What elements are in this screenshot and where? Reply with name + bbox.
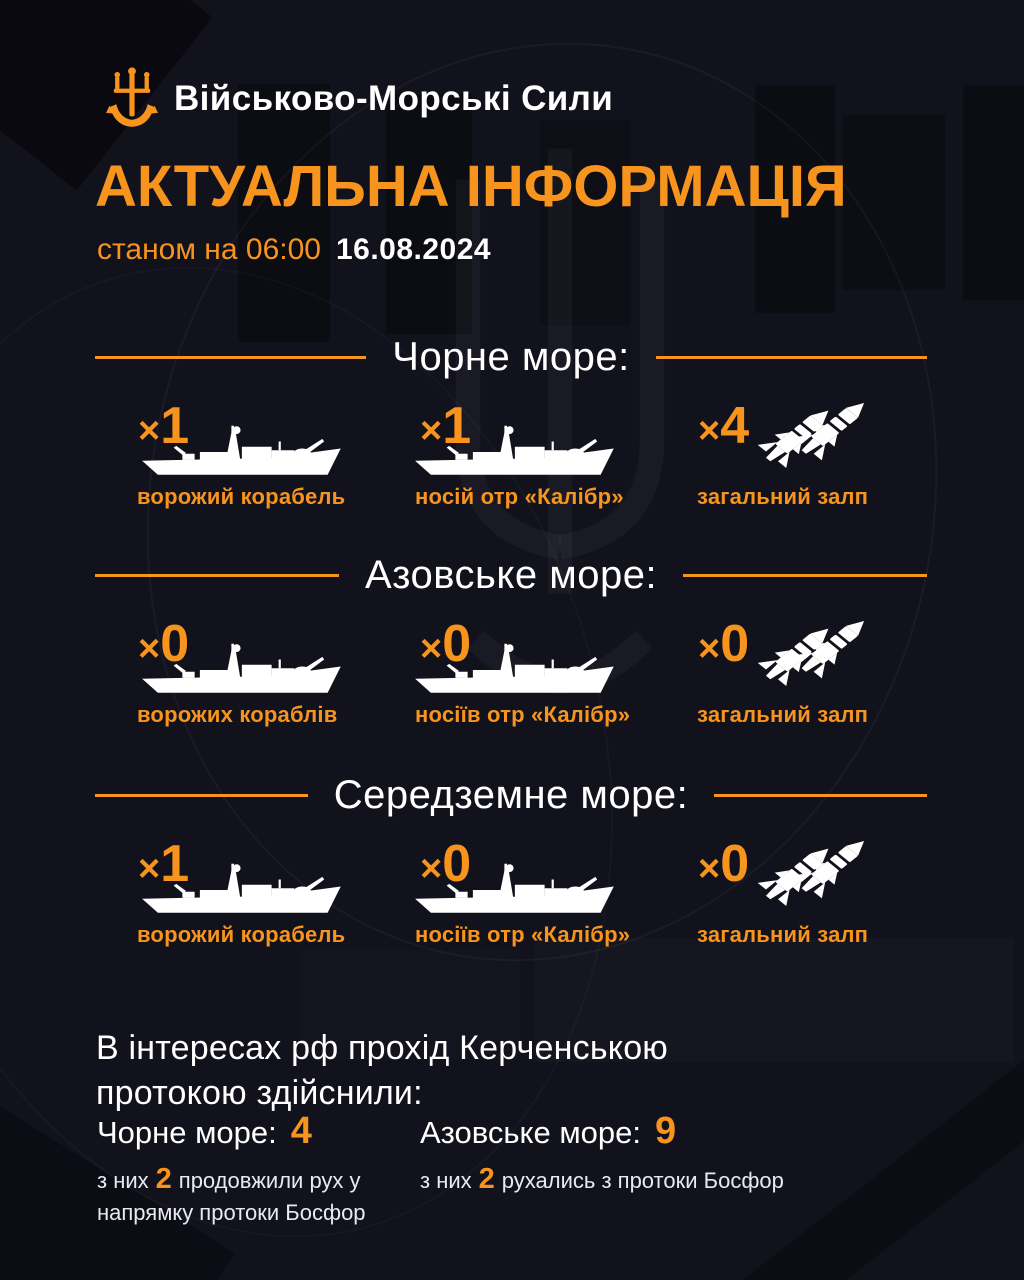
stat-cell-enemy-ships xyxy=(135,834,435,982)
missiles-icon xyxy=(750,834,874,912)
stat-label: ворожий корабель xyxy=(137,484,346,509)
stat-note xyxy=(420,1161,890,1199)
stat-cell-enemy-ships xyxy=(135,614,435,762)
stat-label: ворожих кораблів xyxy=(137,702,338,727)
section-black-sea xyxy=(0,330,1024,548)
stat-cell-total-salvo xyxy=(695,834,940,982)
note-prefix: з них xyxy=(97,1168,149,1193)
bg-shape xyxy=(963,85,1024,300)
times-sign: × xyxy=(420,848,443,890)
warship-icon xyxy=(140,424,342,480)
section-title: Середземне море: xyxy=(333,772,689,817)
note-suffix: рухались з протоки Босфор xyxy=(501,1168,784,1193)
stat-label: носіїв отр «Калібр» xyxy=(415,922,631,947)
kerch-strait-heading: В інтересах рф прохід Керченською протокою здійснили: xyxy=(96,1029,668,1112)
warship-icon xyxy=(413,424,615,480)
warship-icon xyxy=(140,642,342,698)
stat-line xyxy=(97,1112,392,1151)
page-title: АКТУАЛЬНА ІНФОРМАЦІЯ xyxy=(95,154,847,219)
missiles-icon xyxy=(750,614,874,692)
stat-cell-total-salvo xyxy=(695,396,940,544)
stat-label: носій отр «Калібр» xyxy=(415,484,624,509)
count-number: 1 xyxy=(160,397,189,455)
note-suffix: продовжили рух у напрямку протоки Босфор xyxy=(97,1168,366,1225)
stat-label: загальний залп xyxy=(697,922,869,947)
warship-icon xyxy=(413,862,615,918)
stat-cell-enemy-ships xyxy=(135,396,435,544)
report-subtitle xyxy=(97,233,491,267)
section-header xyxy=(0,548,1024,602)
brand-name: Військово-Морські Сили xyxy=(174,79,614,118)
times-sign: × xyxy=(138,628,161,670)
count-value xyxy=(698,835,749,893)
stat-cell-kalibr-carriers xyxy=(413,614,713,762)
count-value xyxy=(698,615,749,673)
times-sign: × xyxy=(420,628,443,670)
sea-name: Азовське море: xyxy=(420,1115,641,1150)
section-rule-left xyxy=(95,794,308,797)
note-value: 2 xyxy=(478,1163,495,1195)
note-value: 2 xyxy=(155,1163,172,1195)
stat-cell-kalibr-carriers xyxy=(413,396,713,544)
count-number: 0 xyxy=(720,835,749,893)
stat-label: ворожий корабель xyxy=(137,922,346,947)
section-rule-right xyxy=(656,356,927,359)
section-rule-left xyxy=(95,356,366,359)
section-azov-sea xyxy=(0,548,1024,766)
times-sign: × xyxy=(420,410,443,452)
stat-cell-kalibr-carriers xyxy=(413,834,713,982)
section-header xyxy=(0,768,1024,822)
section-cells xyxy=(0,614,1024,762)
note-prefix: з них xyxy=(420,1168,472,1193)
section-cells xyxy=(0,396,1024,544)
stat-label: загальний залп xyxy=(697,484,869,509)
stat-line xyxy=(420,1112,890,1151)
count-number: 0 xyxy=(720,615,749,673)
section-title: Чорне море: xyxy=(392,334,630,379)
missiles-icon xyxy=(750,396,874,474)
warship-icon xyxy=(140,862,342,918)
kerch-stat-azov-sea xyxy=(420,1112,890,1199)
count-number: 1 xyxy=(160,835,189,893)
count-value xyxy=(698,397,749,455)
section-rule-right xyxy=(683,574,927,577)
stat-value: 4 xyxy=(290,1110,312,1152)
section-rule-right xyxy=(714,794,927,797)
stat-cell-total-salvo xyxy=(695,614,940,762)
brand-header xyxy=(106,66,613,132)
kerch-stat-black-sea xyxy=(97,1112,392,1227)
stat-value: 9 xyxy=(654,1110,677,1152)
section-cells xyxy=(0,834,1024,982)
times-sign: × xyxy=(698,848,721,890)
report-date: 16.08.2024 xyxy=(335,233,492,266)
stat-note xyxy=(97,1161,392,1227)
sea-name: Чорне море: xyxy=(97,1115,277,1150)
section-title: Азовське море: xyxy=(364,552,658,597)
as-of-time: станом на 06:00 xyxy=(97,233,321,266)
count-number: 0 xyxy=(160,615,189,673)
stat-label: загальний залп xyxy=(697,702,869,727)
warship-icon xyxy=(413,642,615,698)
times-sign: × xyxy=(138,410,161,452)
count-number: 0 xyxy=(442,835,471,893)
stat-label: носіїв отр «Калібр» xyxy=(415,702,631,727)
count-number: 0 xyxy=(442,615,471,673)
times-sign: × xyxy=(698,628,721,670)
section-rule-left xyxy=(95,574,339,577)
section-mediterranean-sea xyxy=(0,768,1024,986)
anchor-trident-icon xyxy=(106,66,158,132)
count-number: 1 xyxy=(442,397,471,455)
times-sign: × xyxy=(698,410,721,452)
section-header xyxy=(0,330,1024,384)
times-sign: × xyxy=(138,848,161,890)
count-number: 4 xyxy=(720,397,749,455)
